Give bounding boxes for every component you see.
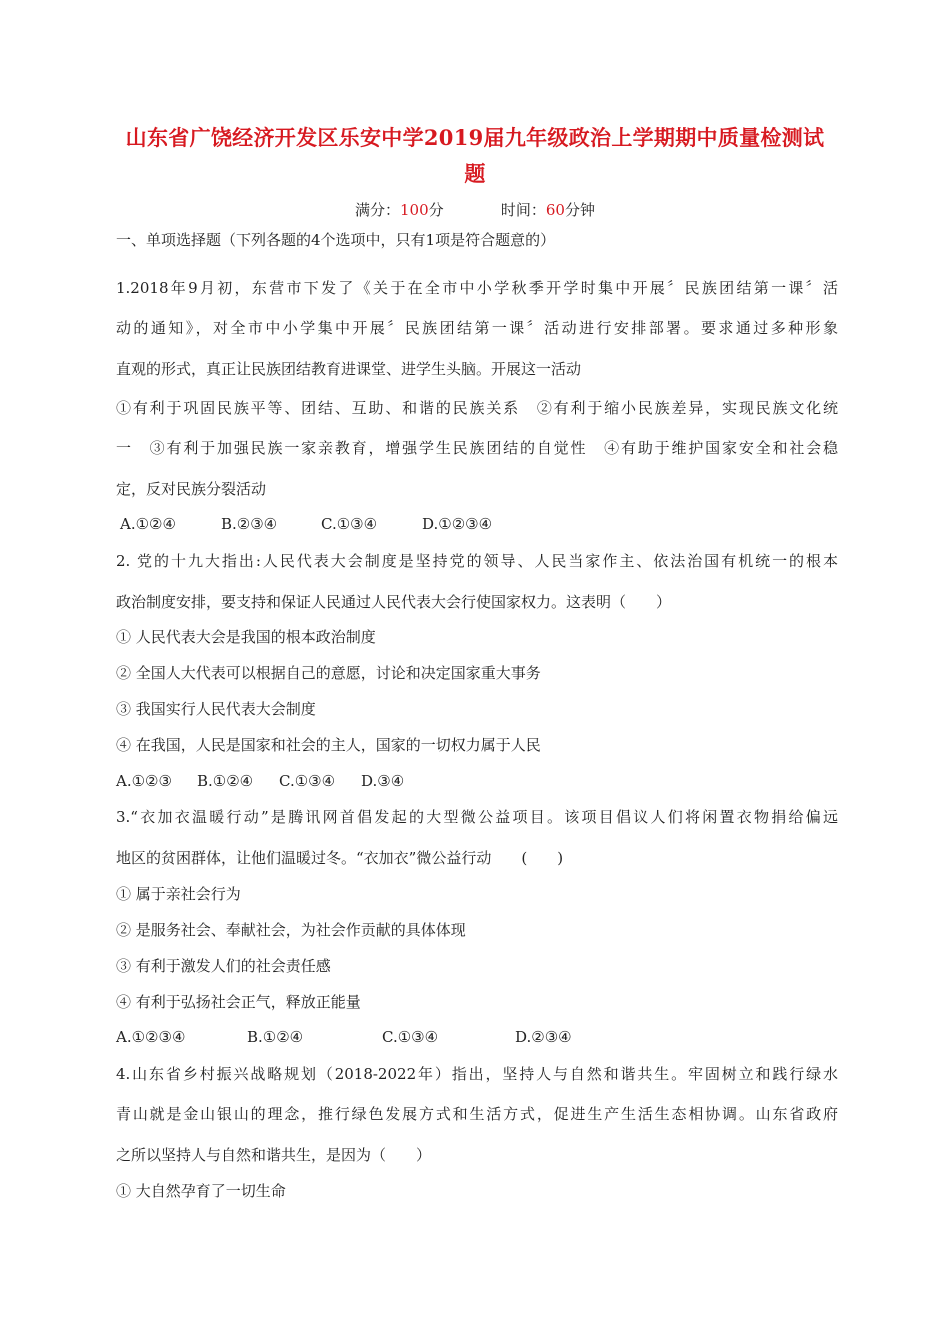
q2-line-6: ④ 在我国，人民是国家和社会的主人，国家的一切权力属于人民 bbox=[116, 736, 541, 754]
q2-options bbox=[116, 769, 838, 793]
q3-line-3: ① 属于亲社会行为 bbox=[116, 885, 241, 903]
q3-option-c: C.①③④ bbox=[382, 1028, 439, 1046]
section-heading: 一、单项选择题（下列各题的4个选项中，只有1项是符合题意的） bbox=[116, 231, 556, 249]
q1-option-c: C.①③④ bbox=[321, 515, 378, 533]
q2-option-b: B.①②④ bbox=[197, 772, 254, 790]
exam-meta bbox=[0, 198, 950, 222]
q4-line-4: ① 大自然孕育了一切生命 bbox=[116, 1182, 286, 1200]
q1-options bbox=[120, 512, 842, 536]
q1-option-a: A.①②④ bbox=[120, 515, 176, 533]
document-title-line-2: 题 bbox=[464, 161, 486, 186]
q2-option-c: C.①③④ bbox=[279, 772, 336, 790]
q4-line-3: 之所以坚持人与自然和谐共生，是因为（ ） bbox=[116, 1146, 432, 1164]
full-score-label: 满分： bbox=[354, 201, 400, 219]
q2-line-1: 2. 党的十九大指出:人民代表大会制度是坚持党的领导、人民当家作主、依法治国有机统一的根本 bbox=[116, 552, 838, 570]
q3-line-6: ④ 有利于弘扬社会正气，释放正能量 bbox=[116, 993, 361, 1011]
q3-option-d: D.②③④ bbox=[515, 1028, 572, 1046]
document-title-line-1: 山东省广饶经济开发区乐安中学2019届九年级政治上学期期中质量检测试 bbox=[125, 125, 825, 150]
q1-option-d: D.①②③④ bbox=[422, 515, 493, 533]
q2-line-3: ① 人民代表大会是我国的根本政治制度 bbox=[116, 628, 376, 646]
q1-line-3: 直观的形式，真正让民族团结教育进课堂、进学生头脑。开展这一活动 bbox=[116, 360, 582, 378]
q3-option-b: B.①②④ bbox=[247, 1028, 304, 1046]
q2-line-2: 政治制度安排，要支持和保证人民通过人民代表大会行使国家权力。这表明（ ） bbox=[116, 593, 672, 611]
q3-option-a: A.①②③④ bbox=[116, 1028, 186, 1046]
q1-line-6: 定，反对民族分裂活动 bbox=[116, 480, 267, 498]
q2-option-d: D.③④ bbox=[361, 772, 405, 790]
q4-line-1: 4.山东省乡村振兴战略规划（2018-2022年）指出，坚持人与自然和谐共生。牢固树立和践行绿水 bbox=[116, 1065, 838, 1083]
q1-line-1: 1.2018年9月初，东营市下发了《关于在全市中小学秋季开学时集中开展〞民族团结第一课〞活 bbox=[116, 279, 838, 297]
time-unit: 分钟 bbox=[564, 201, 595, 219]
q2-option-a: A.①②③ bbox=[116, 772, 172, 790]
q3-line-1: 3.“衣加衣温暖行动”是腾讯网首倡发起的大型微公益项目。该项目倡议人们将闲置衣物捐给偏远 bbox=[116, 808, 838, 826]
time-value: 60 bbox=[545, 201, 565, 219]
q3-line-5: ③ 有利于激发人们的社会责任感 bbox=[116, 957, 331, 975]
full-score-value: 100 bbox=[400, 201, 429, 219]
q3-line-4: ② 是服务社会、奉献社会，为社会作贡献的具体体现 bbox=[116, 921, 466, 939]
q1-option-b: B.②③④ bbox=[221, 515, 278, 533]
q2-line-4: ② 全国人大代表可以根据自己的意愿，讨论和决定国家重大事务 bbox=[116, 664, 541, 682]
full-score-unit: 分 bbox=[428, 201, 444, 219]
q2-line-5: ③ 我国实行人民代表大会制度 bbox=[116, 700, 316, 718]
q1-line-4: ①有利于巩固民族平等、团结、互助、和谐的民族关系 ②有利于缩小民族差异，实现民族文化统 bbox=[116, 399, 838, 417]
q4-line-2: 青山就是金山银山的理念，推行绿色发展方式和生活方式，促进生产生活生态相协调。山东省政府 bbox=[116, 1105, 838, 1123]
q1-line-2: 动的通知》，对全市中小学集中开展〞民族团结第一课〞活动进行安排部署。要求通过多种形象 bbox=[116, 319, 838, 337]
q1-line-5: 一 ③有利于加强民族一家亲教育，增强学生民族团结的自觉性 ④有助于维护国家安全和社会稳 bbox=[116, 439, 838, 457]
q3-options bbox=[116, 1025, 838, 1049]
time-label: 时间： bbox=[500, 201, 546, 219]
q3-line-2: 地区的贫困群体，让他们温暖过冬。“衣加衣”微公益行动 ( ) bbox=[116, 849, 564, 867]
